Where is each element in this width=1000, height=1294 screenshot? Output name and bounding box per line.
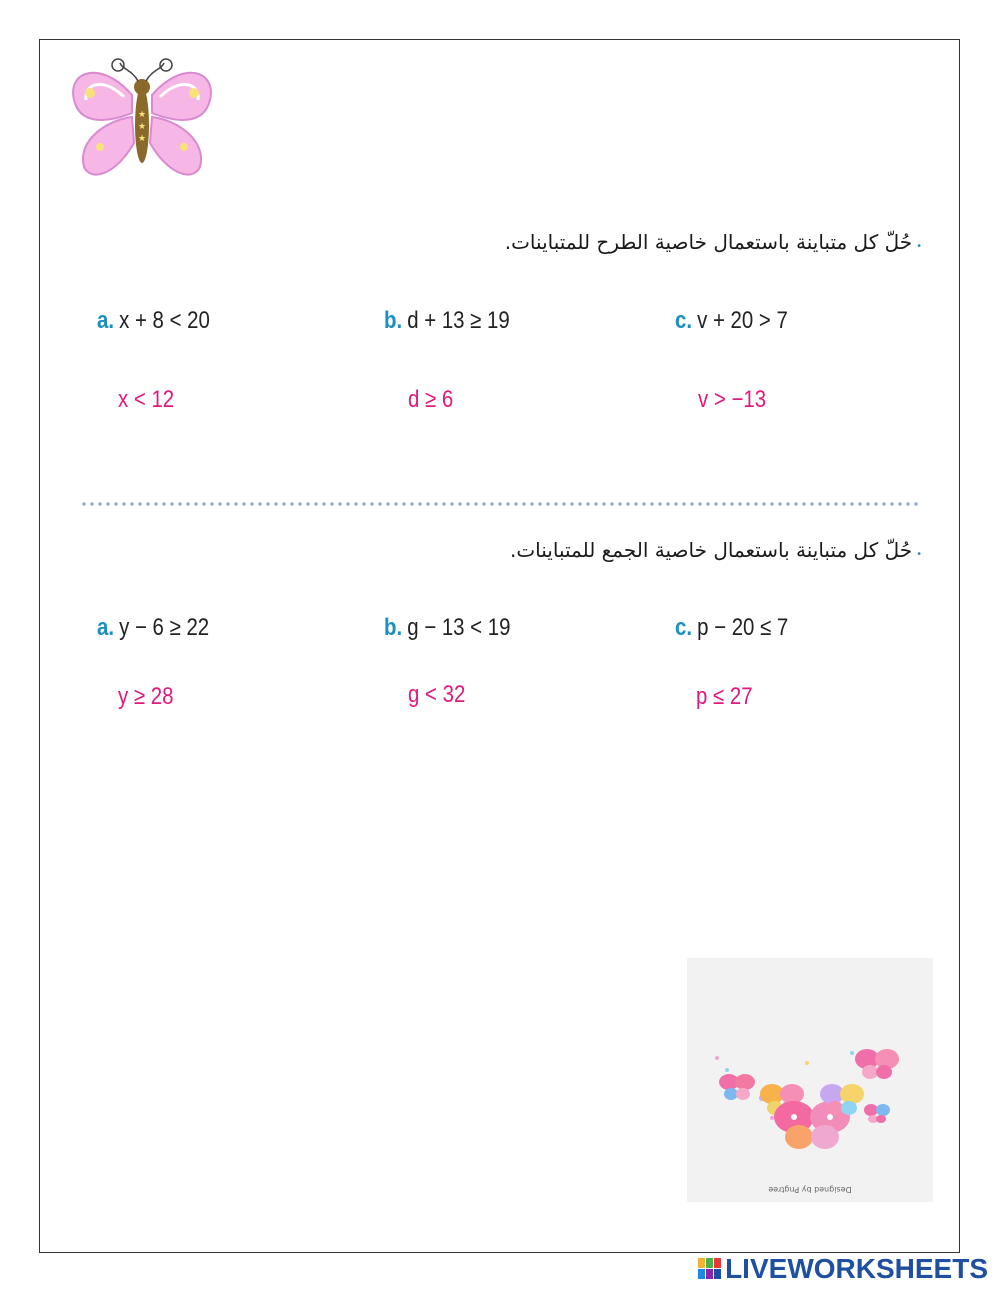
section1-instruction: •حُلّ كل متباينة باستعمال خاصية الطرح للمتباينات.: [504, 230, 922, 254]
bullet-icon: •: [916, 549, 922, 560]
problem-label: c.: [675, 307, 693, 334]
problem-expression: v + 20 > 7: [697, 307, 788, 334]
liveworksheets-brand[interactable]: [698, 1254, 988, 1284]
problem-label: b.: [384, 307, 403, 334]
photo-caption: Designed by Pngtree: [768, 1185, 852, 1194]
butterflies-image: [687, 958, 933, 1202]
dotted-divider: [80, 500, 920, 508]
problem-expression: g − 13 < 19: [407, 614, 511, 641]
section2-instruction: •حُلّ كل متباينة باستعمال خاصية الجمع للمتباينات.: [509, 538, 922, 562]
problem-label: b.: [384, 614, 403, 641]
butterfly-clipart: [62, 55, 222, 185]
liveworksheets-logo-icon: [698, 1258, 722, 1280]
svg-text:★: ★: [137, 110, 147, 120]
section1-answer-b[interactable]: d ≥ 6: [408, 386, 454, 413]
problem-expression: d + 13 ≥ 19: [407, 307, 510, 334]
problem-expression: y − 6 ≥ 22: [119, 614, 210, 641]
section1-problem-c: [675, 307, 788, 335]
section1-answer-a[interactable]: x < 12: [118, 386, 175, 413]
problem-label: a.: [97, 614, 115, 641]
section1-problem-a: [97, 307, 210, 335]
section2-answer-b[interactable]: g < 32: [408, 681, 466, 708]
section2-problem-a: [97, 614, 209, 642]
problem-expression: x + 8 < 20: [119, 307, 210, 334]
brand-name: LIVEWORKSHEETS: [725, 1253, 988, 1284]
problem-label: c.: [675, 614, 693, 641]
section1-answer-c[interactable]: v > −13: [698, 386, 767, 413]
section2-answer-c[interactable]: p ≤ 27: [696, 683, 753, 710]
section2-answer-a[interactable]: y ≥ 28: [118, 683, 174, 710]
section2-problem-c: [675, 614, 788, 642]
section1-problem-b: [384, 307, 510, 335]
svg-text:★: ★: [137, 122, 147, 132]
problem-expression: p − 20 ≤ 7: [697, 614, 789, 641]
problem-label: a.: [97, 307, 115, 334]
butterflies-illustration: [687, 958, 933, 1202]
bullet-icon: •: [916, 241, 922, 252]
section2-problem-b: [384, 614, 510, 642]
svg-text:★: ★: [137, 134, 147, 144]
